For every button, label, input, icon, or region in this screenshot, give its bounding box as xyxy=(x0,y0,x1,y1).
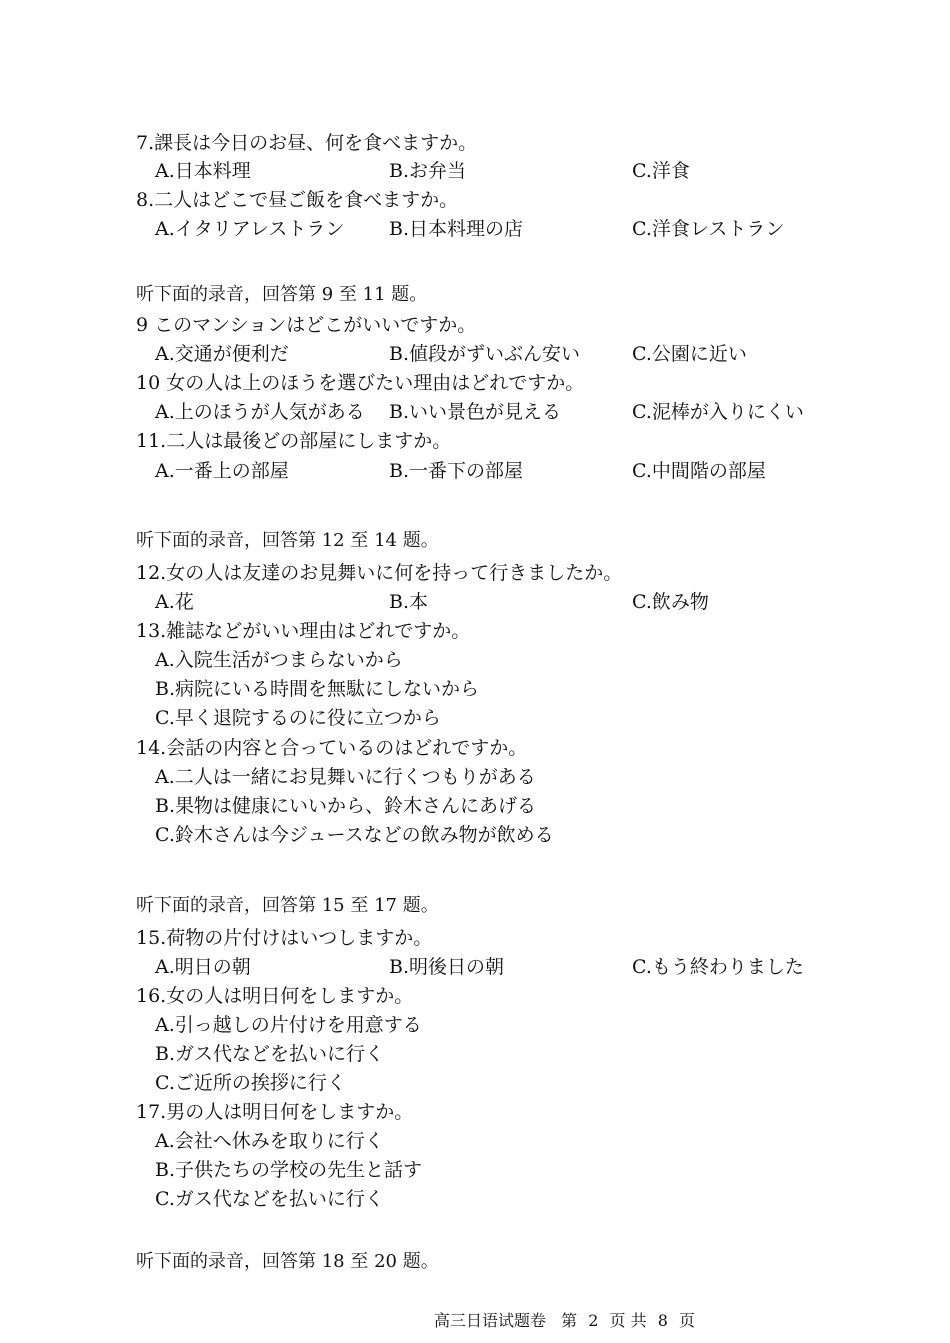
question-8-stem: 8.二人はどこで昼ご飯を食べますか。 xyxy=(136,189,459,211)
question-12-option-a: A.花 xyxy=(155,591,194,613)
question-9-option-b: B.値段がずいぶん安い xyxy=(389,343,581,365)
question-11-option-a: A.一番上の部屋 xyxy=(155,460,289,482)
question-16-option-a: A.引っ越しの片付けを用意する xyxy=(155,1014,422,1036)
question-10-option-c: C.泥棒が入りにくい xyxy=(632,401,804,423)
question-12-stem: 12.女の人は友達のお見舞いに何を持って行きましたか。 xyxy=(136,562,623,584)
footer-page-mid: 页 共 xyxy=(609,1311,647,1330)
footer-page-total: 8 xyxy=(657,1311,668,1330)
question-16-option-b: B.ガス代などを払いに行く xyxy=(155,1043,385,1065)
question-8-option-a: A.イタリアレストラン xyxy=(155,218,345,240)
footer-page-prefix: 第 xyxy=(561,1311,578,1330)
question-14-stem: 14.会話の内容と合っているのはどれですか。 xyxy=(136,737,528,759)
question-8-option-b: B.日本料理の店 xyxy=(389,218,524,240)
question-9-option-c: C.公園に近い xyxy=(632,343,747,365)
question-7-option-c: C.洋食 xyxy=(632,160,690,182)
question-11-option-b: B.一番下の部屋 xyxy=(389,460,524,482)
footer-exam-title: 高三日语试题卷 xyxy=(434,1311,547,1330)
question-14-option-c: C.鈴木さんは今ジュースなどの飲み物が飲める xyxy=(155,824,554,846)
question-14-option-a: A.二人は一緒にお見舞いに行くつもりがある xyxy=(155,766,536,788)
question-15-option-b: B.明後日の朝 xyxy=(389,956,505,978)
question-10-stem: 10 女の人は上のほうを選びたい理由はどれですか。 xyxy=(136,372,585,394)
question-10-option-b: B.いい景色が見える xyxy=(389,401,562,423)
question-14-option-b: B.果物は健康にいいから、鈴木さんにあげる xyxy=(155,795,537,817)
footer-page-suffix: 页 xyxy=(678,1311,695,1330)
question-17-option-b: B.子供たちの学校の先生と話す xyxy=(155,1159,423,1181)
question-16-option-c: C.ご近所の挨拶に行く xyxy=(155,1072,346,1094)
footer-page-current: 2 xyxy=(588,1311,599,1330)
question-9-option-a: A.交通が便利だ xyxy=(155,343,289,365)
question-16-stem: 16.女の人は明日何をしますか。 xyxy=(136,985,414,1007)
question-11-option-c: C.中間階の部屋 xyxy=(632,460,766,482)
section-heading-12-14: 听下面的录音，回答第 12 至 14 题。 xyxy=(136,530,439,551)
question-13-option-b: B.病院にいる時間を無駄にしないから xyxy=(155,678,480,700)
question-10-option-a: A.上のほうが人気がある xyxy=(155,401,365,423)
question-7-option-a: A.日本料理 xyxy=(155,160,251,182)
question-13-option-c: C.早く退院するのに役に立つから xyxy=(155,707,441,729)
section-heading-18-20: 听下面的录音，回答第 18 至 20 题。 xyxy=(136,1251,439,1272)
question-12-option-c: C.飲み物 xyxy=(632,591,709,613)
question-13-option-a: A.入院生活がつまらないから xyxy=(155,649,403,671)
question-15-stem: 15.荷物の片付けはいつしますか。 xyxy=(136,927,433,949)
question-17-option-c: C.ガス代などを払いに行く xyxy=(155,1188,384,1210)
question-9-stem: 9 このマンションはどこがいいですか。 xyxy=(136,314,477,336)
page-footer xyxy=(434,1310,695,1332)
question-13-stem: 13.雑誌などがいい理由はどれですか。 xyxy=(136,620,471,642)
question-11-stem: 11.二人は最後どの部屋にしますか。 xyxy=(136,430,452,452)
question-12-option-b: B.本 xyxy=(389,591,429,613)
question-17-option-a: A.会社へ休みを取りに行く xyxy=(155,1130,384,1152)
question-7-stem: 7.課長は今日のお昼、何を食べますか。 xyxy=(136,132,478,154)
question-7-option-b: B.お弁当 xyxy=(389,160,467,182)
section-heading-9-11: 听下面的录音，回答第 9 至 11 题。 xyxy=(136,284,428,305)
section-heading-15-17: 听下面的录音，回答第 15 至 17 题。 xyxy=(136,895,439,916)
question-15-option-c: C.もう終わりました xyxy=(632,956,804,978)
question-17-stem: 17.男の人は明日何をしますか。 xyxy=(136,1101,414,1123)
question-15-option-a: A.明日の朝 xyxy=(155,956,251,978)
question-8-option-c: C.洋食レストラン xyxy=(632,218,785,240)
